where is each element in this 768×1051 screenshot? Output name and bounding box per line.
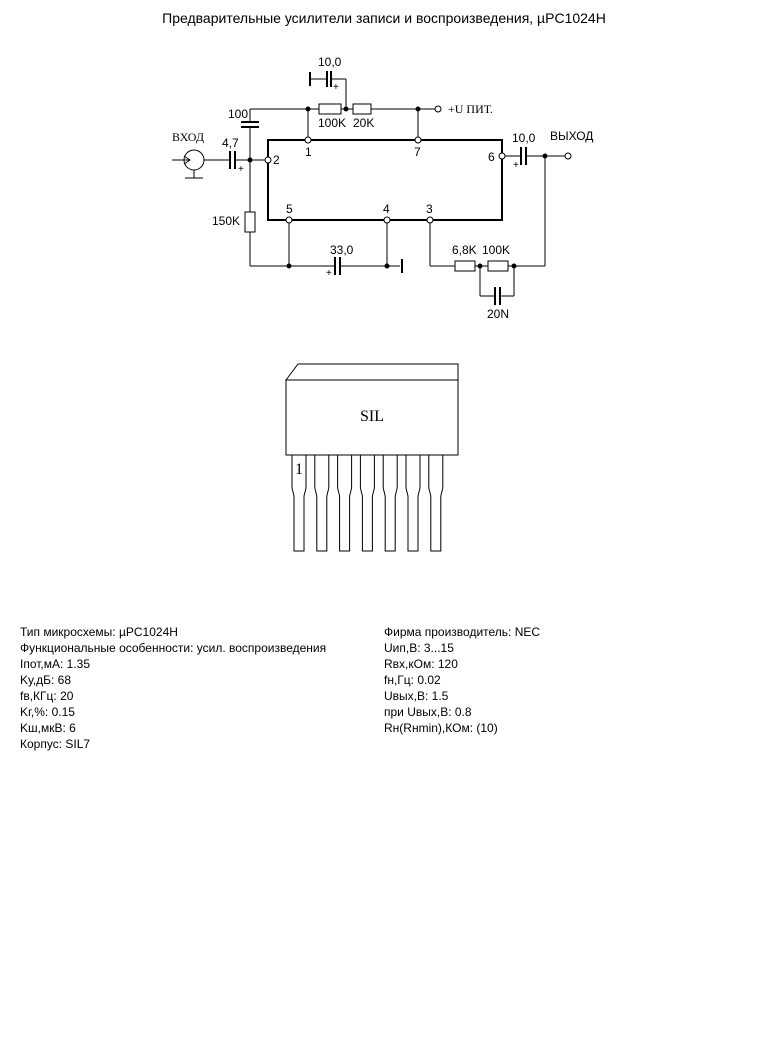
- label-plus-out: +: [513, 160, 519, 171]
- resistor-6-8k: [455, 261, 475, 271]
- label-cap-10-top: 10,0: [318, 55, 342, 69]
- specs-left: [20, 624, 326, 752]
- resistor-150k: [245, 212, 255, 232]
- spec-right-line: fн,Гц: 0.02: [384, 673, 441, 687]
- resistor-100k-fb: [488, 261, 508, 271]
- spec-right-line: Uвых,В: 1.5: [384, 689, 449, 703]
- spec-left-line: Функциональные особенности: усил. воспроизведения: [20, 641, 327, 655]
- spec-left-line: Тип микросхемы: µPC1024H: [20, 625, 178, 639]
- spec-left-line: Iпот,мА: 1.35: [20, 657, 91, 671]
- spec-right-line: Rн(Rнmin),КОм: (10): [384, 721, 498, 735]
- pin-6-node: [499, 153, 505, 159]
- spec-right-line: Rвх,кОм: 120: [384, 657, 458, 671]
- label-supply: +U ПИТ.: [448, 102, 493, 116]
- spec-right-line: при Uвых,В: 0.8: [384, 705, 472, 719]
- label-res-100k-top: 100K: [318, 116, 347, 130]
- schematic-labels: [172, 55, 593, 321]
- pin-label-1: 1: [305, 145, 312, 159]
- spec-left-line: Kг,%: 0.15: [20, 705, 75, 719]
- label-plus-in: +: [238, 164, 244, 175]
- label-cap-4-7: 4,7: [222, 136, 239, 150]
- label-plus: +: [333, 82, 339, 93]
- pin-5-node: [286, 217, 292, 223]
- package-name: SIL: [360, 408, 384, 425]
- spec-left-line: Kш,мкВ: 6: [20, 721, 76, 735]
- spec-left-line: Корпус: SIL7: [20, 737, 91, 751]
- spec-left-line: Kу,дБ: 68: [20, 673, 72, 687]
- page-title: Предварительные усилители записи и воспроизведения, µPC1024H: [162, 10, 606, 26]
- package-pin: [315, 455, 329, 551]
- pin-label-4: 4: [383, 202, 390, 216]
- pin-label-7: 7: [414, 145, 421, 159]
- sil-package: [286, 364, 458, 551]
- label-res-100k-fb: 100K: [482, 243, 511, 257]
- pin-label-2: 2: [273, 153, 280, 167]
- spec-left-line: fв,КГц: 20: [20, 689, 74, 703]
- package-pin: [406, 455, 420, 551]
- pin-label-3: 3: [426, 202, 433, 216]
- label-cap-10-out: 10,0: [512, 131, 536, 145]
- package-pin: [429, 455, 443, 551]
- supply-terminal: [435, 106, 441, 112]
- pin-3-node: [427, 217, 433, 223]
- package-pin: [383, 455, 397, 551]
- label-cap-20n: 20N: [487, 307, 510, 321]
- package-top-bevel: [286, 364, 458, 380]
- label-res-6-8k: 6,8K: [452, 243, 477, 257]
- resistor-100k-top: [319, 104, 341, 114]
- output-terminal: [565, 153, 571, 159]
- pin-label-6: 6: [488, 150, 495, 164]
- label-output: ВЫХОД: [550, 129, 594, 143]
- pin-1-node: [305, 137, 311, 143]
- label-cap-33: 33,0: [330, 243, 354, 257]
- pin-label-5: 5: [286, 202, 293, 216]
- spec-right-line: Uип,В: 3...15: [384, 641, 454, 655]
- resistor-20k: [353, 104, 371, 114]
- spec-right-line: Фирма производитель: NEC: [384, 625, 541, 639]
- package-pins: [292, 455, 443, 551]
- label-res-150k: 150K: [212, 214, 241, 228]
- pin-4-node: [384, 217, 390, 223]
- package-pin: [338, 455, 352, 551]
- package-pin: [360, 455, 374, 551]
- pin-2-node: [265, 157, 271, 163]
- label-res-20k: 20K: [353, 116, 375, 130]
- label-plus-33: +: [326, 268, 332, 279]
- label-input: ВХОД: [172, 130, 205, 144]
- label-cap-100: 100: [228, 107, 249, 121]
- pin-7-node: [415, 137, 421, 143]
- specs-right: [384, 624, 540, 736]
- package-pin1-label: 1: [295, 461, 303, 478]
